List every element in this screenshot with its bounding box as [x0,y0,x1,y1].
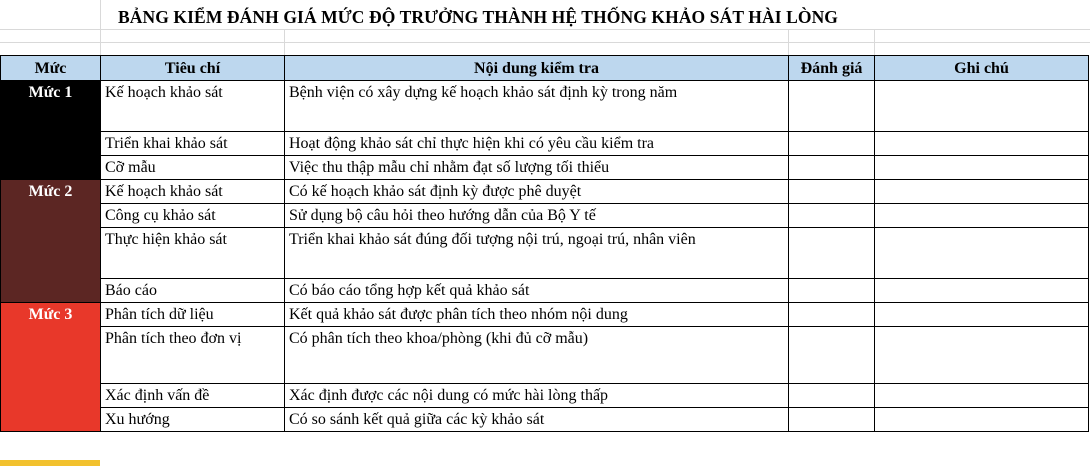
criterion-cell[interactable]: Công cụ khảo sát [101,204,285,228]
content-cell[interactable]: Có phân tích theo khoa/phòng (khi đủ cỡ mẫu) [285,327,789,384]
table-row [1,180,1089,204]
rating-cell[interactable] [789,384,875,408]
content-cell[interactable]: Có báo cáo tổng hợp kết quả khảo sát [285,279,789,303]
rating-cell[interactable] [789,327,875,384]
criterion-cell[interactable]: Kế hoạch khảo sát [101,81,285,132]
criterion-cell[interactable]: Triển khai khảo sát [101,132,285,156]
gridline [874,29,875,55]
note-cell[interactable] [875,156,1089,180]
content-cell[interactable]: Có so sánh kết quả giữa các kỳ khảo sát [285,408,789,432]
header-criterion[interactable]: Tiêu chí [101,56,285,81]
gridline [100,0,101,55]
note-cell[interactable] [875,408,1089,432]
level-cell-3[interactable]: Mức 3 [1,303,101,432]
rating-cell[interactable] [789,81,875,132]
content-cell[interactable]: Kết quả khảo sát được phân tích theo nhóm nội dung [285,303,789,327]
level-cell-1[interactable]: Mức 1 [1,81,101,180]
criterion-cell[interactable]: Thực hiện khảo sát [101,228,285,279]
table-row [1,228,1089,279]
table-row [1,303,1089,327]
table-row [1,156,1089,180]
header-note[interactable]: Ghi chú [875,56,1089,81]
note-cell[interactable] [875,279,1089,303]
note-cell[interactable] [875,327,1089,384]
content-cell[interactable]: Sử dụng bộ câu hỏi theo hướng dẫn của Bộ Y tế [285,204,789,228]
level-cell-2[interactable]: Mức 2 [1,180,101,303]
header-level[interactable]: Mức [1,56,101,81]
content-cell[interactable]: Triển khai khảo sát đúng đối tượng nội trú, ngoại trú, nhân viên [285,228,789,279]
note-cell[interactable] [875,303,1089,327]
note-cell[interactable] [875,228,1089,279]
gridline [284,29,285,55]
table-row [1,132,1089,156]
table-row [1,279,1089,303]
note-cell[interactable] [875,81,1089,132]
note-cell[interactable] [875,180,1089,204]
rating-cell[interactable] [789,180,875,204]
table-row [1,408,1089,432]
rating-cell[interactable] [789,279,875,303]
criterion-cell[interactable]: Kế hoạch khảo sát [101,180,285,204]
checklist-table [0,55,1089,432]
rating-cell[interactable] [789,204,875,228]
rating-cell[interactable] [789,303,875,327]
rating-cell[interactable] [789,408,875,432]
rating-cell[interactable] [789,156,875,180]
note-cell[interactable] [875,132,1089,156]
criterion-cell[interactable]: Phân tích theo đơn vị [101,327,285,384]
table-row [1,327,1089,384]
content-cell[interactable]: Xác định được các nội dung có mức hài lòng thấp [285,384,789,408]
criterion-cell[interactable]: Xu hướng [101,408,285,432]
header-content[interactable]: Nội dung kiểm tra [285,56,789,81]
note-cell[interactable] [875,204,1089,228]
content-cell[interactable]: Hoạt động khảo sát chỉ thực hiện khi có yêu cầu kiểm tra [285,132,789,156]
criterion-cell[interactable]: Cỡ mẫu [101,156,285,180]
header-row [1,56,1089,81]
criterion-cell[interactable]: Xác định vấn đề [101,384,285,408]
criterion-cell[interactable]: Phân tích dữ liệu [101,303,285,327]
gridline [0,29,1090,30]
content-cell[interactable]: Có kế hoạch khảo sát định kỳ được phê duyệt [285,180,789,204]
gridline [0,42,1090,43]
table-row [1,384,1089,408]
table-row [1,204,1089,228]
rating-cell[interactable] [789,132,875,156]
sheet-title[interactable]: BẢNG KIỂM ĐÁNH GIÁ MỨC ĐỘ TRƯỞNG THÀNH HỆ THỐNG KHẢO SÁT HÀI LÒNG [118,7,839,27]
gridline [788,29,789,55]
next-level-cell-hint [0,460,100,466]
content-cell[interactable]: Bệnh viện có xây dựng kế hoạch khảo sát định kỳ trong năm [285,81,789,132]
rating-cell[interactable] [789,228,875,279]
note-cell[interactable] [875,384,1089,408]
table-row [1,81,1089,132]
header-rating[interactable]: Đánh giá [789,56,875,81]
criterion-cell[interactable]: Báo cáo [101,279,285,303]
content-cell[interactable]: Việc thu thập mẫu chỉ nhằm đạt số lượng tối thiểu [285,156,789,180]
